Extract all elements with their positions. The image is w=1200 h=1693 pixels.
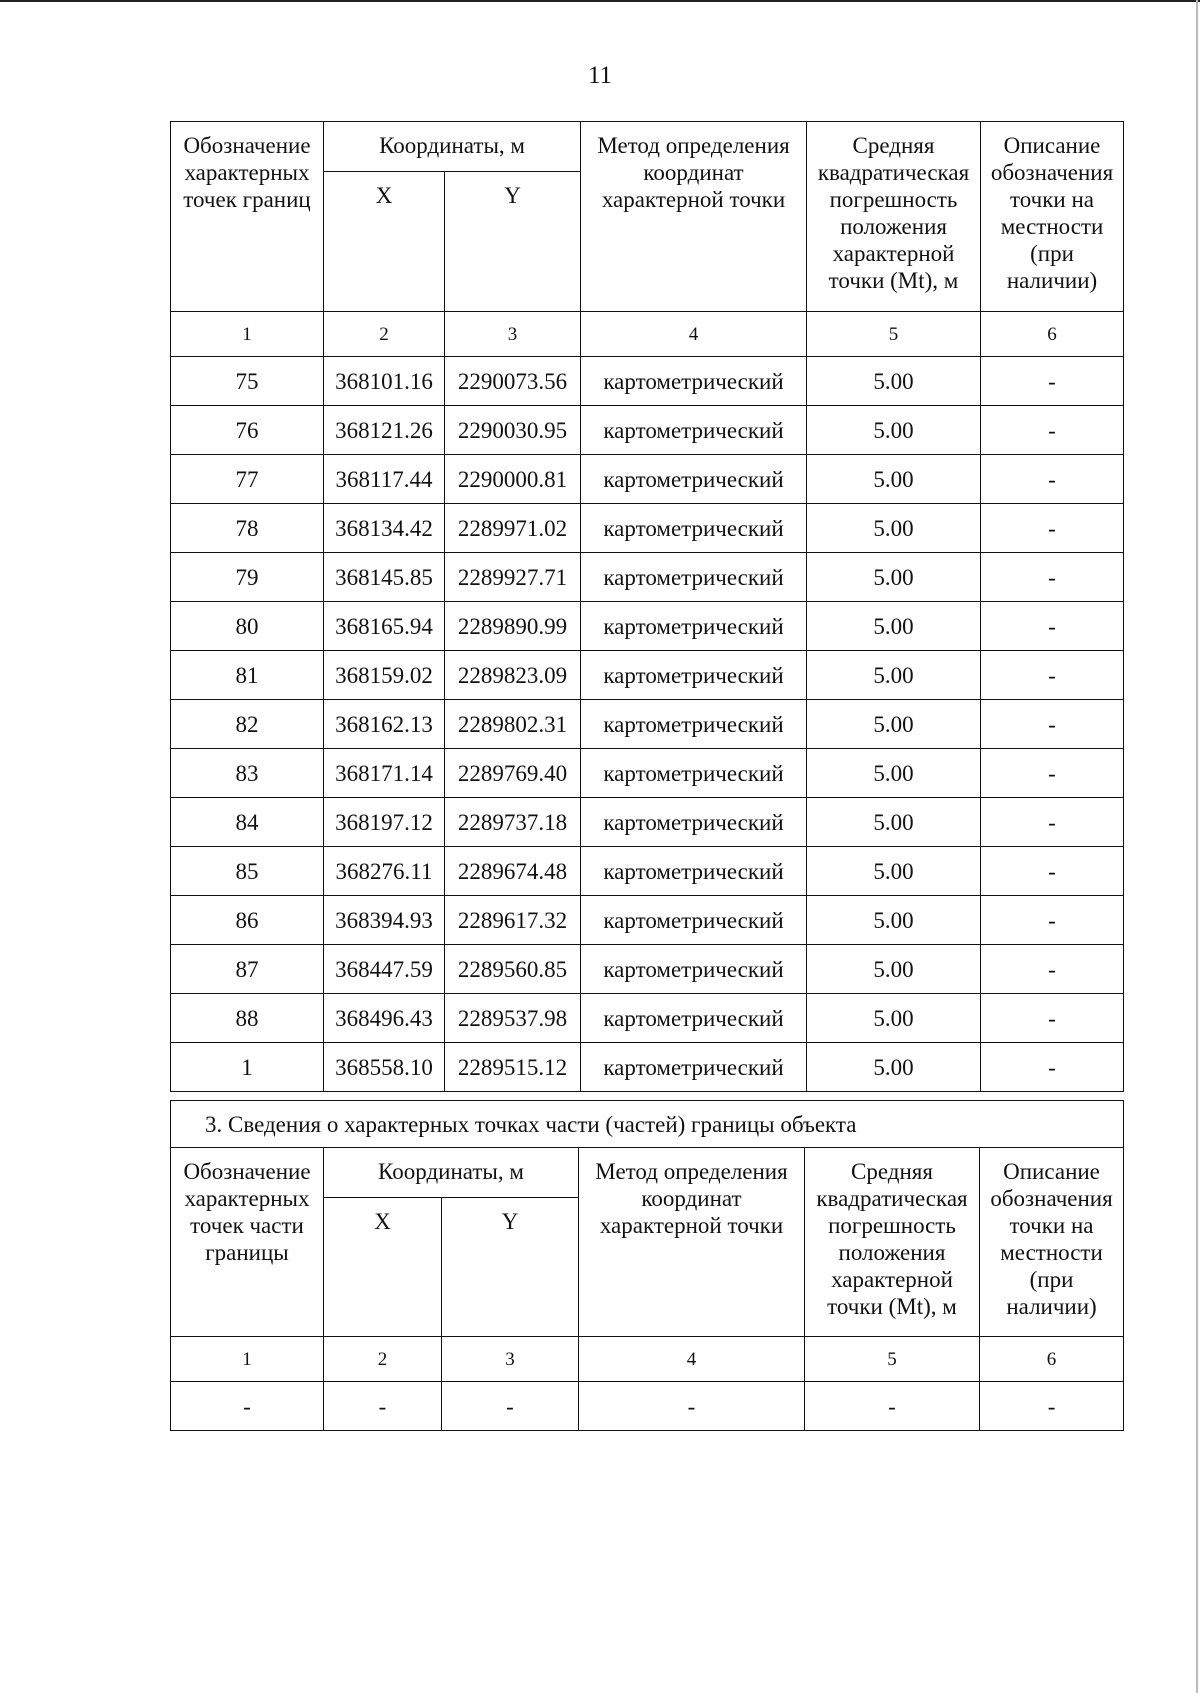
cell-point: 88: [171, 994, 324, 1043]
cell-x: 368117.44: [324, 455, 445, 504]
cell-point: 77: [171, 455, 324, 504]
table-row: [171, 504, 1124, 553]
header-point: Обозначение характерных точек части границы: [171, 1148, 324, 1337]
table-row: [171, 357, 1124, 406]
header-description: Описание обозначения точки на местности (при наличии): [981, 122, 1124, 312]
top-edge-rule: [0, 0, 1200, 2]
cell-error: 5.00: [807, 700, 981, 749]
table-row: [171, 798, 1124, 847]
cell-error: 5.00: [807, 357, 981, 406]
table-row: [171, 945, 1124, 994]
cell-y: 2289927.71: [445, 553, 581, 602]
cell-method: картометрический: [581, 602, 807, 651]
section-title: 3. Сведения о характерных точках части (частей) границы объекта: [171, 1101, 1124, 1148]
cell-method: картометрический: [581, 357, 807, 406]
table-row: [171, 994, 1124, 1043]
header-method: Метод определения координат характерной точки: [581, 122, 807, 312]
cell-description: -: [981, 994, 1124, 1043]
cell-y: 2290073.56: [445, 357, 581, 406]
cell-x: -: [324, 1382, 442, 1431]
column-number: 3: [442, 1337, 579, 1382]
column-number: 1: [171, 312, 324, 357]
header-x: X: [324, 172, 445, 312]
cell-y: 2289674.48: [445, 847, 581, 896]
column-number: 6: [981, 312, 1124, 357]
cell-description: -: [981, 406, 1124, 455]
header-point: Обозначение характерных точек границ: [171, 122, 324, 312]
cell-error: 5.00: [807, 945, 981, 994]
header-coords: Координаты, м: [324, 122, 581, 172]
cell-x: 368159.02: [324, 651, 445, 700]
cell-x: 368394.93: [324, 896, 445, 945]
cell-x: 368558.10: [324, 1043, 445, 1092]
cell-point: 86: [171, 896, 324, 945]
cell-point: 87: [171, 945, 324, 994]
cell-x: 368447.59: [324, 945, 445, 994]
cell-point: 84: [171, 798, 324, 847]
cell-method: картометрический: [581, 700, 807, 749]
table-row: [171, 749, 1124, 798]
header-error: Средняя квадратическая погрешность положения характерной точки (Mt), м: [805, 1148, 980, 1337]
cell-x: 368121.26: [324, 406, 445, 455]
cell-x: 368171.14: [324, 749, 445, 798]
cell-description: -: [981, 896, 1124, 945]
cell-error: 5.00: [807, 1043, 981, 1092]
cell-x: 368165.94: [324, 602, 445, 651]
cell-method: картометрический: [581, 504, 807, 553]
table-row: [171, 651, 1124, 700]
cell-error: 5.00: [807, 406, 981, 455]
cell-description: -: [981, 357, 1124, 406]
cell-point: 80: [171, 602, 324, 651]
cell-description: -: [981, 749, 1124, 798]
column-number: 2: [324, 312, 445, 357]
cell-method: картометрический: [581, 1043, 807, 1092]
cell-y: 2290030.95: [445, 406, 581, 455]
cell-point: 82: [171, 700, 324, 749]
cell-x: 368496.43: [324, 994, 445, 1043]
cell-y: 2289537.98: [445, 994, 581, 1043]
cell-point: 1: [171, 1043, 324, 1092]
cell-error: 5.00: [807, 798, 981, 847]
cell-method: картометрический: [581, 847, 807, 896]
cell-point: 76: [171, 406, 324, 455]
cell-y: 2289823.09: [445, 651, 581, 700]
part-boundary-points-rows: [171, 1382, 1124, 1431]
cell-method: картометрический: [581, 798, 807, 847]
header-y: Y: [442, 1198, 579, 1337]
boundary-points-table: [170, 121, 1124, 1092]
cell-method: картометрический: [581, 994, 807, 1043]
header-x: X: [324, 1198, 442, 1337]
page-number: 11: [587, 62, 613, 89]
cell-point: 85: [171, 847, 324, 896]
cell-description: -: [981, 847, 1124, 896]
column-number: 5: [807, 312, 981, 357]
column-number: 4: [579, 1337, 805, 1382]
table-row: [171, 553, 1124, 602]
cell-error: 5.00: [807, 896, 981, 945]
cell-y: 2289971.02: [445, 504, 581, 553]
cell-x: 368276.11: [324, 847, 445, 896]
column-number: 5: [805, 1337, 980, 1382]
cell-description: -: [981, 1043, 1124, 1092]
cell-description: -: [980, 1382, 1124, 1431]
table-row: [171, 406, 1124, 455]
cell-y: 2289737.18: [445, 798, 581, 847]
cell-y: 2289802.31: [445, 700, 581, 749]
column-number: 1: [171, 1337, 324, 1382]
cell-y: 2289769.40: [445, 749, 581, 798]
header-error: Средняя квадратическая погрешность положения характерной точки (Mt), м: [807, 122, 981, 312]
cell-description: -: [981, 945, 1124, 994]
cell-error: 5.00: [807, 455, 981, 504]
cell-method: картометрический: [581, 406, 807, 455]
cell-error: 5.00: [807, 847, 981, 896]
cell-y: 2289617.32: [445, 896, 581, 945]
cell-method: -: [579, 1382, 805, 1431]
cell-y: 2289890.99: [445, 602, 581, 651]
header-coords: Координаты, м: [324, 1148, 579, 1198]
cell-description: -: [981, 553, 1124, 602]
right-edge-rule: [1196, 0, 1198, 1693]
cell-error: -: [805, 1382, 980, 1431]
cell-description: -: [981, 651, 1124, 700]
cell-x: 368162.13: [324, 700, 445, 749]
cell-description: -: [981, 455, 1124, 504]
cell-point: 83: [171, 749, 324, 798]
cell-x: 368145.85: [324, 553, 445, 602]
boundary-points-rows: [171, 357, 1124, 1092]
table-row: [171, 455, 1124, 504]
cell-method: картометрический: [581, 651, 807, 700]
table-row: [171, 1043, 1124, 1092]
table-row: [171, 896, 1124, 945]
cell-y: 2290000.81: [445, 455, 581, 504]
cell-point: 78: [171, 504, 324, 553]
cell-error: 5.00: [807, 651, 981, 700]
column-number: 2: [324, 1337, 442, 1382]
table-row: [171, 847, 1124, 896]
cell-point: 79: [171, 553, 324, 602]
cell-description: -: [981, 504, 1124, 553]
cell-description: -: [981, 700, 1124, 749]
header-y: Y: [445, 172, 581, 312]
cell-x: 368197.12: [324, 798, 445, 847]
cell-y: 2289560.85: [445, 945, 581, 994]
header-method: Метод определения координат характерной точки: [579, 1148, 805, 1337]
cell-error: 5.00: [807, 504, 981, 553]
table-row: [171, 700, 1124, 749]
cell-y: -: [442, 1382, 579, 1431]
cell-x: 368101.16: [324, 357, 445, 406]
table-row: [171, 1382, 1124, 1431]
cell-method: картометрический: [581, 749, 807, 798]
cell-point: 75: [171, 357, 324, 406]
cell-method: картометрический: [581, 553, 807, 602]
cell-method: картометрический: [581, 896, 807, 945]
cell-point: 81: [171, 651, 324, 700]
column-number: 6: [980, 1337, 1124, 1382]
cell-error: 5.00: [807, 602, 981, 651]
column-number: 4: [581, 312, 807, 357]
cell-description: -: [981, 602, 1124, 651]
cell-error: 5.00: [807, 553, 981, 602]
table-row: [171, 602, 1124, 651]
cell-method: картометрический: [581, 945, 807, 994]
cell-point: -: [171, 1382, 324, 1431]
cell-y: 2289515.12: [445, 1043, 581, 1092]
cell-method: картометрический: [581, 455, 807, 504]
part-boundary-points-table: [170, 1100, 1124, 1431]
header-description: Описание обозначения точки на местности (при наличии): [980, 1148, 1124, 1337]
column-number: 3: [445, 312, 581, 357]
cell-description: -: [981, 798, 1124, 847]
cell-error: 5.00: [807, 994, 981, 1043]
cell-x: 368134.42: [324, 504, 445, 553]
cell-error: 5.00: [807, 749, 981, 798]
